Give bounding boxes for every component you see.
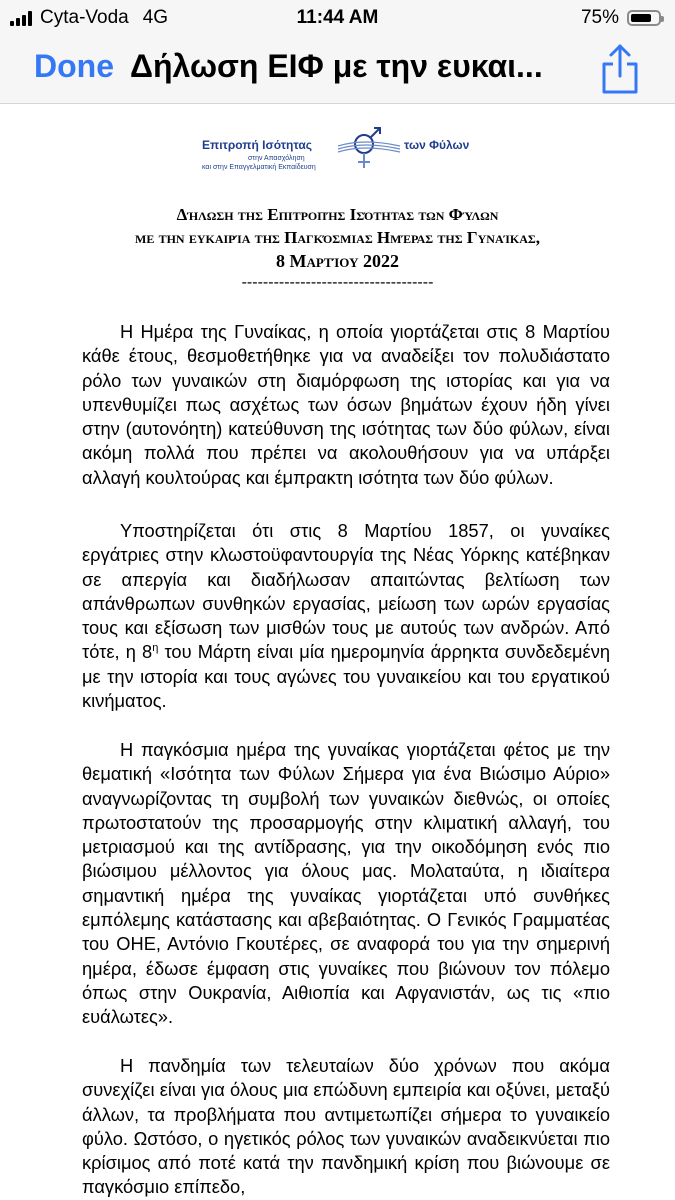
paragraph-3: Η παγκόσμια ημέρα της γυναίκας γιορτάζεται φέτος με την θεματική «Ισότητα των Φύλων Σήμερα για ένα Βιώσιμο Αύριο» αναγνωρίζοντας τη συμβολή των γυναικών διεθνώς, οι οποίες πρωτοστατούν της προσαρμογής στην κλιματική αλλαγή, του μετριασμού και της αντίδρασης, για την οικοδόμηση ενός πιο βιώσιμου μέλλοντος για όλους μας. Μολαταύτα, η ιδιαίτερα σημαντική ημέρα της γυναίκας γιορτάζεται υπό συνθήκες εμπόλεμης κατάστασης και αβεβαιότητας. Ο Γενικός Γραμματέας του ΟΗΕ, Αντόνιο Γκουτέρες, σε αναφορά του για την σημερινή ημέρα, έδωσε έμφαση στις γυναίκες που βιώνουν τον πόλεμο όπως στην Ουκρανία, Αιθιοπία και Αφγανιστάν, ως τις «πιο ευάλωτες». (82, 739, 610, 1028)
paragraph-1: Η Ημέρα της Γυναίκας, η οποία γιορτάζεται στις 8 Μαρτίου κάθε έτους, θεσμοθετήθηκε για να αναδείξει τον πολυδιάστατο ρόλο των γυναικών στη διαμόρφωση της ιστορίας και για να υπενθυμίζει πως ασχέτως των όσων βημάτων έχουν ήδη γίνει στην (αυτονόητη) κατεύθυνση της ισότητας των δύο φύλων, είναι ακόμη πολλά που πρέπει να ακολουθήσουν για να υπάρξει αλλαγή κουλτούρας και έμπρακτη ισότητα των δύο φύλων. (82, 321, 610, 488)
heading-line-3: 8 Μαρτίου 2022 (276, 251, 399, 271)
heading-line-1: Δήλωση της Επιτροπής Ισότητας των Φύλων (176, 205, 499, 224)
paragraph-4: Η πανδημία των τελευταίων δύο χρόνων που ακόμα συνεχίζει είναι για όλους μια επώδυνη εμπειρία και οξύνει, μεταξύ άλλων, τα προβλήματα που αντιμετωπίζει σήμερα το γυναικείο φύλο. Ωστόσο, ο ηγετικός ρόλος των γυναικών αναδεικνύεται πιο κρίσιμος από ποτέ κατά την πανδημική κρίση που βιώνουμε σε παγκόσμιο επίπεδο, (82, 1055, 610, 1198)
logo-subtitle-1: στην Απασχόληση (248, 155, 305, 162)
heading-separator: ------------------------------------ (241, 274, 434, 291)
paragraph-2-text-b: του Μάρτη είναι μία ημερομηνία άρρηκτα συνδεδεμένη με την ιστορία και τους αγώνες του γυναικείου και του εργατικού κινήματος. (82, 641, 610, 712)
share-icon (596, 42, 644, 96)
logo-text-right: των Φύλων (404, 138, 470, 152)
carrier-name: Cyta-Voda (40, 7, 129, 28)
battery-icon (627, 10, 661, 26)
battery-level (631, 14, 651, 22)
status-bar (0, 0, 675, 34)
network-type: 4G (142, 7, 169, 28)
navigation-bar (0, 34, 675, 104)
logo-subtitle-2: και στην Επαγγελματική Εκπαίδευση (202, 164, 316, 171)
done-button[interactable]: Done (34, 48, 114, 84)
ordinal-superscript: η (152, 642, 159, 655)
logo-text-left: Επιτροπή Ισότητας (202, 138, 313, 152)
paragraph-2-text-a: Υποστηρίζεται ότι στις 8 Μαρτίου 1857, οι γυναίκες εργάτριες στην κλωστοϋφαντουργία της Νέας Υόρκης κατέβηκαν σε απεργία και διαδήλωσαν απαιτώντας βελτίωση των απάνθρωπων συνθηκών εργασίας, μείωση των ωρών εργασίας τους και εξίσωση των μισθών τους με αυτούς των ανδρών. Από τότε, η 8 (82, 520, 610, 663)
document-title: Δήλωση ΕΙΦ με την ευκαι... (130, 48, 543, 84)
status-time: 11:44 AM (296, 7, 379, 28)
organization-logo (196, 124, 496, 172)
paragraph-2 (82, 519, 610, 713)
status-right (581, 7, 661, 29)
gender-symbol-icon (334, 124, 404, 172)
document-viewer[interactable] (0, 104, 675, 1200)
share-button[interactable] (596, 42, 644, 96)
battery-nub (661, 16, 664, 22)
battery-percent: 75% (580, 7, 619, 28)
heading-line-2: με την ευκαιρία της Παγκόσμιας Ημέρας της Γυναίκας, (135, 228, 540, 247)
